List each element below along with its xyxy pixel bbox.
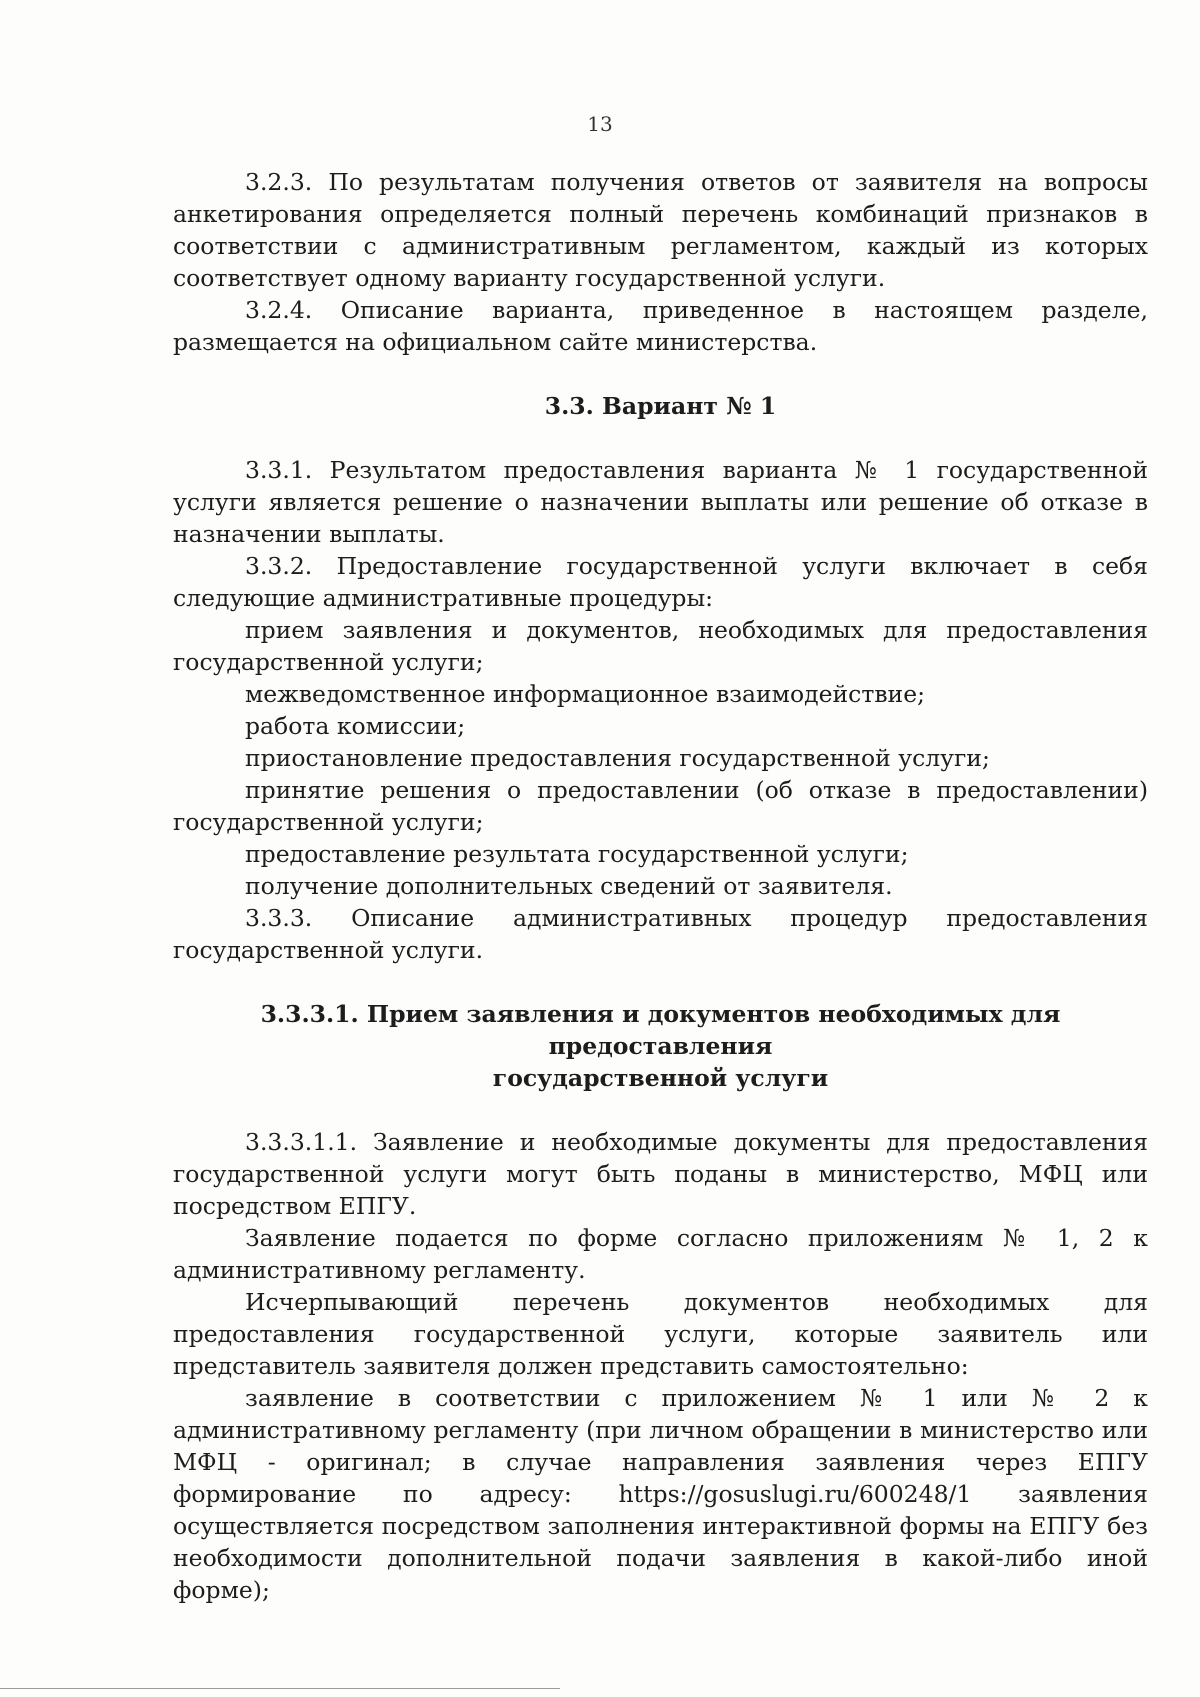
subsection-heading-line-2: государственной услуги: [492, 1064, 829, 1092]
paragraph-documents-list: Исчерпывающий перечень документов необходимых для предоставления государственной услуги, которые заявитель или представитель заявителя должен представить самостоятельно:: [173, 1288, 1148, 1380]
list-item-procedure: межведомственное информационное взаимодействие;: [245, 680, 926, 708]
list-item-procedure: приостановление предоставления государственной услуги;: [245, 744, 990, 772]
list-item-procedure: принятие решения о предоставлении (об отказе в предоставлении) государственной услуги;: [173, 776, 1148, 836]
list-item-procedure: работа комиссии;: [245, 712, 466, 740]
paragraph-3-3-1: 3.3.1. Результатом предоставления варианта № 1 государственной услуги является решение о назначении выплаты или решение об отказе в назначении выплаты.: [173, 456, 1148, 548]
page-number: 13: [587, 112, 613, 136]
paragraph-3-2-4: 3.2.4. Описание варианта, приведенное в настоящем разделе, размещается на официальном сайте министерства.: [173, 296, 1148, 356]
section-heading-variant-1: 3.3. Вариант № 1: [544, 392, 777, 420]
scan-edge-line: [0, 1688, 560, 1689]
subsection-heading-line-1: 3.3.3.1. Прием заявления и документов необходимых для предоставления: [260, 1000, 1061, 1060]
paragraph-3-2-3: 3.2.3. По результатам получения ответов от заявителя на вопросы анкетирования определяется полный перечень комбинаций признаков в соответствии с административным регламентом, каждый из которых соответствует одному варианту государственной услуги.: [173, 168, 1148, 292]
paragraph-3-3-3: 3.3.3. Описание административных процедур предоставления государственной услуги.: [173, 904, 1148, 964]
document-body: [173, 166, 1148, 1606]
list-item-procedure: получение дополнительных сведений от заявителя.: [245, 872, 893, 900]
paragraph-application-form: Заявление подается по форме согласно приложениям № 1, 2 к административному регламенту.: [173, 1224, 1148, 1284]
list-item-procedure: предоставление результата государственной услуги;: [245, 840, 909, 868]
subsection-heading: [173, 998, 1148, 1094]
list-item-procedure: прием заявления и документов, необходимых для предоставления государственной услуги;: [173, 616, 1148, 676]
paragraph-application-item: заявление в соответствии с приложением № 1 или № 2 к административному регламенту (при личном обращении в министерство или МФЦ - оригинал; в случае направления заявления через ЕПГУ формирование по адресу: https://gosuslugi.ru/600248/1 заявления осуществляется посредством заполнения интерактивной формы на ЕПГУ без необходимости дополнительной подачи заявления в какой-либо иной форме);: [173, 1384, 1148, 1604]
paragraph-3-3-2: 3.3.2. Предоставление государственной услуги включает в себя следующие административные процедуры:: [173, 552, 1148, 612]
paragraph-3-3-3-1-1: 3.3.3.1.1. Заявление и необходимые документы для предоставления государственной услуги могут быть поданы в министерство, МФЦ или посредством ЕПГУ.: [173, 1128, 1148, 1220]
